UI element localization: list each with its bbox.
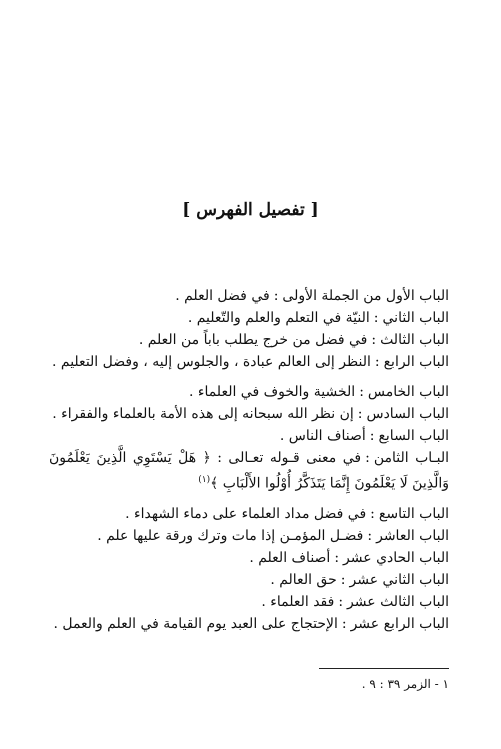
chapter-label: الباب العاشر — [376, 527, 449, 544]
chapter-item-11 — [49, 547, 449, 569]
separator: : — [273, 288, 279, 304]
chapter-item-3 — [49, 329, 449, 351]
chapter-item-6 — [49, 403, 449, 425]
chapter-label: الباب الحادي عشر — [343, 549, 449, 566]
chapter-list — [49, 285, 449, 635]
chapter-text: فضـل المؤمـن إذا مات وترك ورقة عليها علم . — [97, 527, 364, 544]
separator: : — [373, 310, 379, 326]
chapter-item-7 — [49, 425, 449, 447]
footnote-divider — [319, 668, 449, 669]
separator: : — [357, 406, 363, 422]
chapter-text: في معنى قـوله تعـالى : ﴿ هَلْ يَسْتَوِي الَّذِينَ يَعْلَمُونَ وَالَّذِينَ لَا يَعْلَمُونَ إِنَّمَا يَتَذَكَّرُ أُوْلُوا الأَلْبَابِ ﴾ — [49, 450, 449, 492]
chapter-item-5 — [49, 381, 449, 403]
chapter-item-2 — [49, 307, 449, 329]
separator: : — [341, 615, 347, 632]
footnote: ١ - الزمر ٣٩ : ٩ . — [361, 677, 449, 691]
chapter-label: الباب الرابع عشر — [350, 615, 449, 632]
chapter-item-10 — [49, 525, 449, 547]
separator: : — [374, 354, 380, 370]
chapter-item-4 — [49, 351, 449, 373]
chapter-label: الباب التاسع — [378, 505, 449, 522]
chapter-text: الخشية والخوف في العلماء . — [188, 384, 356, 400]
chapter-text: الإحتجاج على العبد يوم القيامة في العلم والعمل . — [53, 615, 338, 632]
chapter-item-12 — [49, 569, 449, 591]
footnote-reference: (١) — [198, 475, 211, 485]
separator: : — [367, 527, 373, 544]
chapter-text: النظر إلى العالم عبادة ، والجلوس إليه ، وفضل التعليم . — [51, 354, 371, 370]
chapter-label: الباب الأول من الجملة الأولى — [282, 288, 449, 304]
chapter-label: الباب السابع — [378, 428, 449, 444]
chapter-text: فقد العلماء . — [261, 593, 335, 610]
separator: : — [365, 450, 370, 466]
chapter-text: إن نظر الله سبحانه إلى هذه الأمة بالعلماء والفقراء . — [52, 406, 354, 422]
chapter-item-1 — [49, 285, 449, 307]
separator: : — [340, 571, 346, 588]
chapter-label: الباب السادس — [366, 406, 449, 422]
chapter-label: الباب الثالث عشر — [347, 593, 449, 610]
chapter-item-13 — [49, 591, 449, 613]
chapter-label: الباب الثاني — [382, 310, 449, 326]
chapter-label: الباب الخامس — [367, 384, 449, 400]
separator: : — [359, 384, 364, 400]
chapter-label: البـاب الثامن — [373, 450, 450, 466]
chapter-text: في فضل من خرج يطلب باباً من العلم . — [138, 332, 368, 348]
chapter-item-14 — [49, 613, 449, 635]
separator: : — [370, 505, 375, 522]
separator: : — [338, 593, 344, 610]
chapter-label: الباب الثاني عشر — [349, 571, 449, 588]
chapter-label: الباب الرابع — [383, 354, 449, 370]
chapter-item-8 — [49, 447, 449, 495]
page-title: [ تفصيل الفهرس ] — [182, 200, 319, 220]
chapter-text: في فضل العلم . — [175, 288, 270, 304]
chapter-text: النيّة في التعلم والعلم والتّعليم . — [187, 310, 370, 326]
separator: : — [334, 549, 340, 566]
separator: : — [371, 332, 377, 348]
chapter-text: أصناف الناس . — [279, 428, 366, 444]
chapter-label: الباب الثالث — [380, 332, 449, 348]
chapter-text: حق العالم . — [270, 571, 337, 588]
separator: : — [369, 428, 375, 444]
chapter-item-9 — [49, 503, 449, 525]
chapter-text: أصناف العلم . — [249, 549, 331, 566]
chapter-text: في فضل مداد العلماء على دماء الشهداء . — [125, 505, 367, 522]
